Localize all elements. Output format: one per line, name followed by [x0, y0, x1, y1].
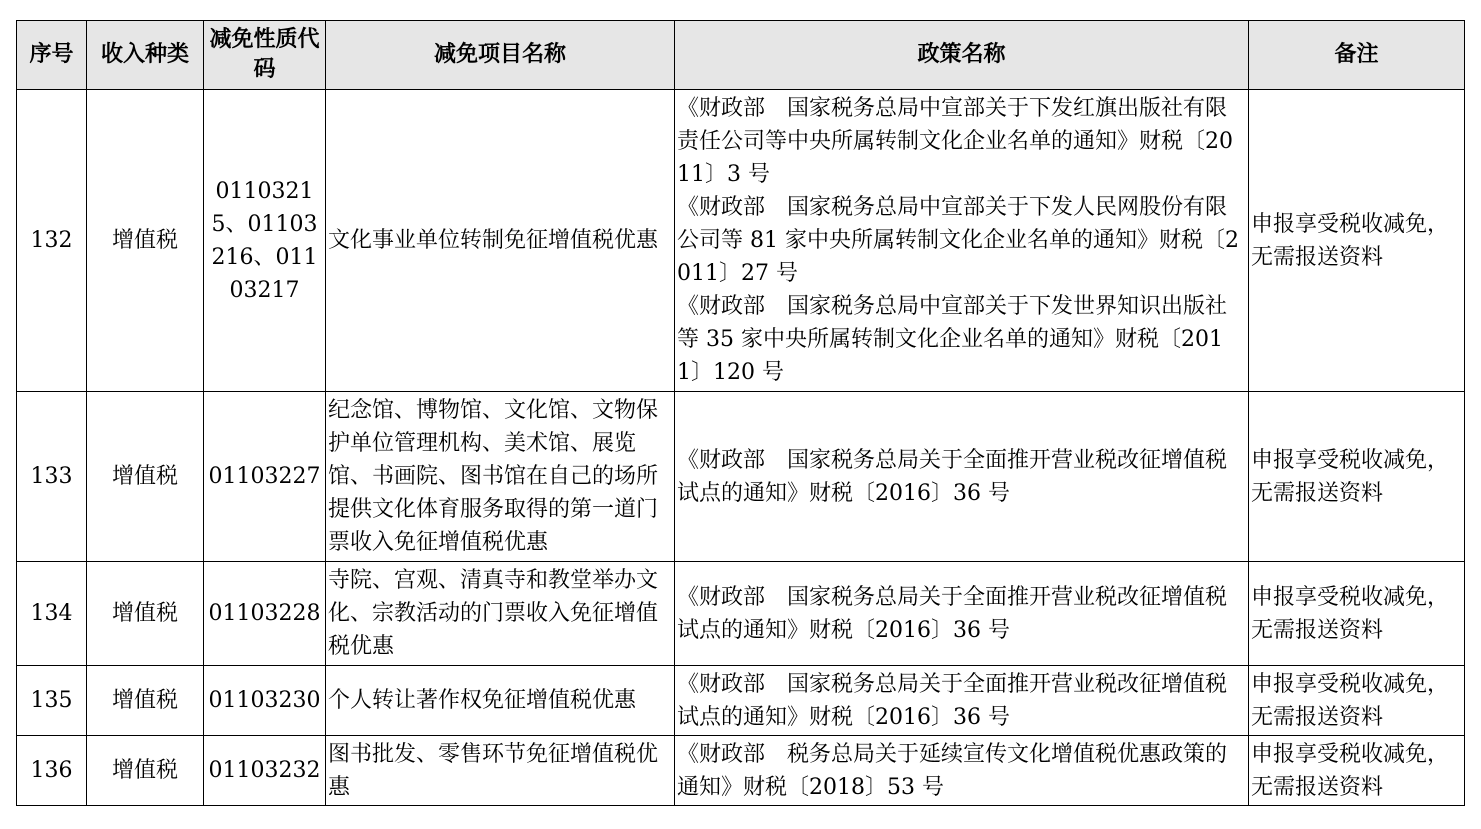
- row-code: 01103227: [204, 392, 326, 562]
- row-note: 申报享受税收减免，无需报送资料: [1249, 666, 1465, 736]
- tax-relief-table: [16, 20, 1465, 806]
- header-row: [17, 21, 1465, 90]
- row-item: 文化事业单位转制免征增值税优惠: [326, 90, 675, 392]
- header-code: 减免性质代码: [204, 21, 326, 90]
- row-item: 图书批发、零售环节免征增值税优惠: [326, 736, 675, 806]
- header-item: 减免项目名称: [326, 21, 675, 90]
- policy-text: 《财政部 国家税务总局关于全面推开营业税改征增值税试点的通知》财税〔2016〕36 号: [677, 584, 1228, 643]
- row-kind: 增值税: [87, 736, 204, 806]
- policy-text: 《财政部 税务总局关于延续宣传文化增值税优惠政策的通知》财税〔2018〕53 号: [677, 741, 1228, 800]
- header-no: 序号: [17, 21, 87, 90]
- table-row: [17, 666, 1465, 736]
- row-note: 申报享受税收减免，无需报送资料: [1249, 392, 1465, 562]
- policy-text: 《财政部 国家税务总局关于全面推开营业税改征增值税试点的通知》财税〔2016〕36 号: [677, 671, 1228, 730]
- row-note: 申报享受税收减免，无需报送资料: [1249, 562, 1465, 666]
- row-code: 01103230: [204, 666, 326, 736]
- row-policy: [675, 666, 1249, 736]
- row-policy: [675, 90, 1249, 392]
- header-note: 备注: [1249, 21, 1465, 90]
- row-kind: 增值税: [87, 562, 204, 666]
- policy-text: 《财政部 国家税务总局关于全面推开营业税改征增值税试点的通知》财税〔2016〕36 号: [677, 447, 1228, 506]
- row-no: 132: [17, 90, 87, 392]
- row-code: 01103232: [204, 736, 326, 806]
- table-row: [17, 392, 1465, 562]
- row-no: 133: [17, 392, 87, 562]
- row-kind: 增值税: [87, 392, 204, 562]
- policy-text: 《财政部 国家税务总局中宣部关于下发人民网股份有限公司等 81 家中央所属转制文化企业名单的通知》财税〔2011〕27 号: [677, 195, 1239, 286]
- policy-text: 《财政部 国家税务总局中宣部关于下发世界知识出版社等 35 家中央所属转制文化企业名单的通知》财税〔2011〕120 号: [677, 294, 1228, 385]
- row-item: 纪念馆、博物馆、文化馆、文物保护单位管理机构、美术馆、展览馆、书画院、图书馆在自己的场所提供文化体育服务取得的第一道门票收入免征增值税优惠: [326, 392, 675, 562]
- row-note: 申报享受税收减免，无需报送资料: [1249, 90, 1465, 392]
- table-row: [17, 736, 1465, 806]
- row-no: 135: [17, 666, 87, 736]
- row-policy: [675, 736, 1249, 806]
- table-row: [17, 90, 1465, 392]
- row-item: 个人转让著作权免征增值税优惠: [326, 666, 675, 736]
- row-item: 寺院、宫观、清真寺和教堂举办文化、宗教活动的门票收入免征增值税优惠: [326, 562, 675, 666]
- row-policy: [675, 392, 1249, 562]
- row-kind: 增值税: [87, 90, 204, 392]
- policy-text: 《财政部 国家税务总局中宣部关于下发红旗出版社有限责任公司等中央所属转制文化企业名单的通知》财税〔2011〕3 号: [677, 96, 1233, 187]
- row-kind: 增值税: [87, 666, 204, 736]
- header-policy: 政策名称: [675, 21, 1249, 90]
- row-note: 申报享受税收减免，无需报送资料: [1249, 736, 1465, 806]
- header-kind: 收入种类: [87, 21, 204, 90]
- row-no: 134: [17, 562, 87, 666]
- row-code: 01103215、01103216、01103217: [204, 90, 326, 392]
- row-no: 136: [17, 736, 87, 806]
- row-code: 01103228: [204, 562, 326, 666]
- table-row: [17, 562, 1465, 666]
- row-policy: [675, 562, 1249, 666]
